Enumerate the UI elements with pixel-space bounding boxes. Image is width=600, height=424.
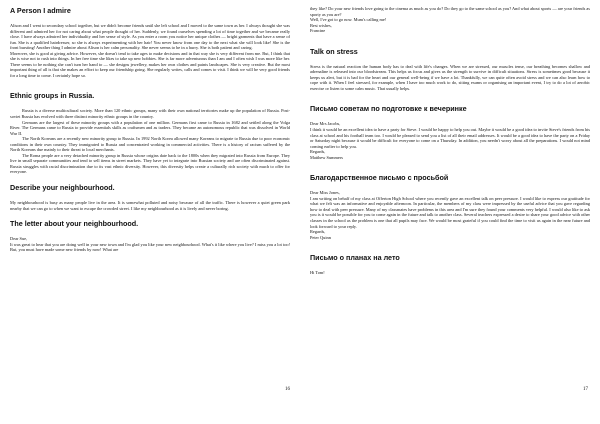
letter-greeting: Dear Mrs Jacobs, bbox=[310, 121, 341, 127]
letter-signoff: Regards, bbox=[310, 149, 326, 155]
letter-signoff: Best wishes, bbox=[310, 22, 332, 28]
section-title: A Person I admire bbox=[10, 6, 71, 15]
letter-signature: Peter Quinn bbox=[310, 234, 331, 240]
paragraph: My neighbourhood is busy as many people live in the area. It is somewhat polluted and noisy because of all the traffic. There is however a quiet green park nearby that we can go to when we want to escape the crowded street. I like my neighbourhood as it is lively and never boring. bbox=[10, 200, 290, 211]
paragraph: The North Koreans are a recently new minority group to Russia. In 1992 North Korea allowed many Koreans to migrate to Russia due to poor economic conditions in their own country. They immigrated to Russia and concentrated working in commercial activities. There is a history of racism suffered by the North Koreans due mainly to their threat to local merchants. bbox=[10, 136, 290, 153]
paragraph: Alison and I went to secondary school together, but we didn't become friends until she left school and I moved to the same town as her. I always thought she was different and admired her for not caring about what people thought of her. Suddenly, we found ourselves spending a lot of time together and we became really close. I have always admired her individuality and her sense of style. As you enter a room you notice her unique clothes — bright garments that have a sense of fun. She is a qualified hairdresser, so she is always experimenting with her hair! You never know from one day to the next what she will look like! She is the front bursting! Another thing I admire about Alison is her calm personality. She never seems to be in a hurry. She is both patient and caring. bbox=[10, 23, 290, 51]
section-title: The letter about your neighbourhood. bbox=[10, 219, 139, 229]
paragraph: I am writing on behalf of my class at Offerton High School where you recently gave an excellent talk on peer pressure. I would like to express our gratitude for what we felt was an informative and enjoyable afternoon. In particular, the members of my class were impressed by the useful advice that you gave regarding how to deal with peer pressure. Many of my classmates have problems in this area and I'm sure they found your comments very helpful. I would also like to ask you is it would be possible for you to come again in the future and talk to another class. Several teachers expressed a desire to share your good advice with other classes in the school as the problem is one that all pupils may face. We would be most grateful if you could find the time to visit us again in the near future and look forward to your reply. bbox=[310, 195, 590, 229]
paragraph: It was great to hear that you are doing well in your new town and I'm glad you like your new neighbourhood. What's it like where you live? I miss you a lot too! But, you must have made some new friends by now! What are bbox=[10, 241, 290, 253]
page-number: 17 bbox=[583, 387, 588, 392]
paragraph: Moreover, she is good at giving advice. However, she doesn't tend to take ages to make decisions and in that way she is very different from me. But, I think that she is wise not to rush into things. In her free time she likes to take up new hobbies. She is far more adventurous than I am and I often wish I was more like her. There seems to be nothing she can't turn her hand to — she designs jewellery, makes her own clothes and paints landscapes. She is very creative. But the most important thing of all is that she makes an effort to keep our friendship going. She regularly writes, calls and comes to visit. I think we will be very good friends for a long time to come. I certainly hope so. bbox=[10, 50, 290, 78]
section-title: Письмо о планах на лето bbox=[310, 253, 400, 263]
right-page bbox=[300, 0, 600, 424]
paragraph: The Roma people are a very detached minority group in Russia whose origins date back to the 1800s when they migrated into Russia from Europe. They live in small separate communities and tend to sell items in street markets. They have yet to integrate into Russian society and are often discriminated against. Russia struggles with racial discrimination due to its vast ethnic diversity. However, this diversity helps create a culturally rich society with much to offer for everyone. bbox=[10, 152, 290, 175]
letter-greeting: Dear Sue, bbox=[10, 236, 28, 242]
section-title: Describe your neighbourhood. bbox=[10, 183, 115, 193]
letter-line: Well, I've got to go now. Mum's calling me! bbox=[310, 17, 387, 23]
section-title: Talk on stress bbox=[310, 46, 358, 56]
paragraph: I think it would be an excellent idea to have a party for Steve. I would be happy to help you out. Maybe it would be a good idea to invite Steve's friends from his class at school and his football team too. I would be pleased to send you a list of all their email addresses. It would be a good idea to have the party on a Friday or Saturday night because it would be difficult for everyone to come on a Thursday. In addition, you needn't worry about all the preparations. I would not mind coming earlier to help you. bbox=[310, 127, 590, 149]
section-title: Письмо советам по подготовке к вечеринке bbox=[310, 104, 467, 114]
paragraph: Stress is the natural reaction the human body has to deal with life's changes. When we are stressed, our muscles tense, our breathing becomes shallow and adrenaline is released into our bloodstream. This helps us focus and gives us the strength to survive in difficult situations. Stress is sometimes good because it keeps us alert, but it is bad for the heart and our general well-being if we have a lot. Thankfully, we can quite often avoid stress and we can also learn how to cope with it. When I feel stressed, for example, when I have too much work to do, sitting exams or organising an important event, I try to do a lot of aerobic exercise or listen to some calm music. That usually helps. bbox=[310, 63, 590, 91]
paragraph: Russia is a diverse multicultural society. More than 120 ethnic groups, many with their own national territories make up the population of Russia. Post-soviet Russia has evolved with three distinct minority ethnic groups in the country. bbox=[10, 108, 290, 120]
paragraph: they like? Do your new friends love going to the cinema as much as you do? Do they go to the same school as you? And what about sports — are your friends as sporty as you are? bbox=[310, 6, 590, 17]
paragraph: Germans are the largest of these minority groups with a population of one million. Germans first came to Russia in 1682 and settled along the Volga River. The Germans came to Russia to provide essentials skills as craftsmen and as traders. They became an autonomous republic that was dissolved in World War II. bbox=[10, 119, 290, 136]
page-number: 16 bbox=[285, 387, 290, 392]
letter-signature: Francine bbox=[310, 28, 326, 34]
section-title: Благодарственное письмо с просьбой bbox=[310, 173, 449, 183]
letter-signoff: Regards, bbox=[310, 229, 326, 235]
letter-greeting: Dear Miss Jones, bbox=[310, 190, 340, 196]
section-title: Ethnic groups in Russia. bbox=[10, 91, 95, 101]
letter-greeting: Hi Tom! bbox=[310, 270, 325, 276]
letter-signature: Matthew Summers bbox=[310, 154, 343, 160]
